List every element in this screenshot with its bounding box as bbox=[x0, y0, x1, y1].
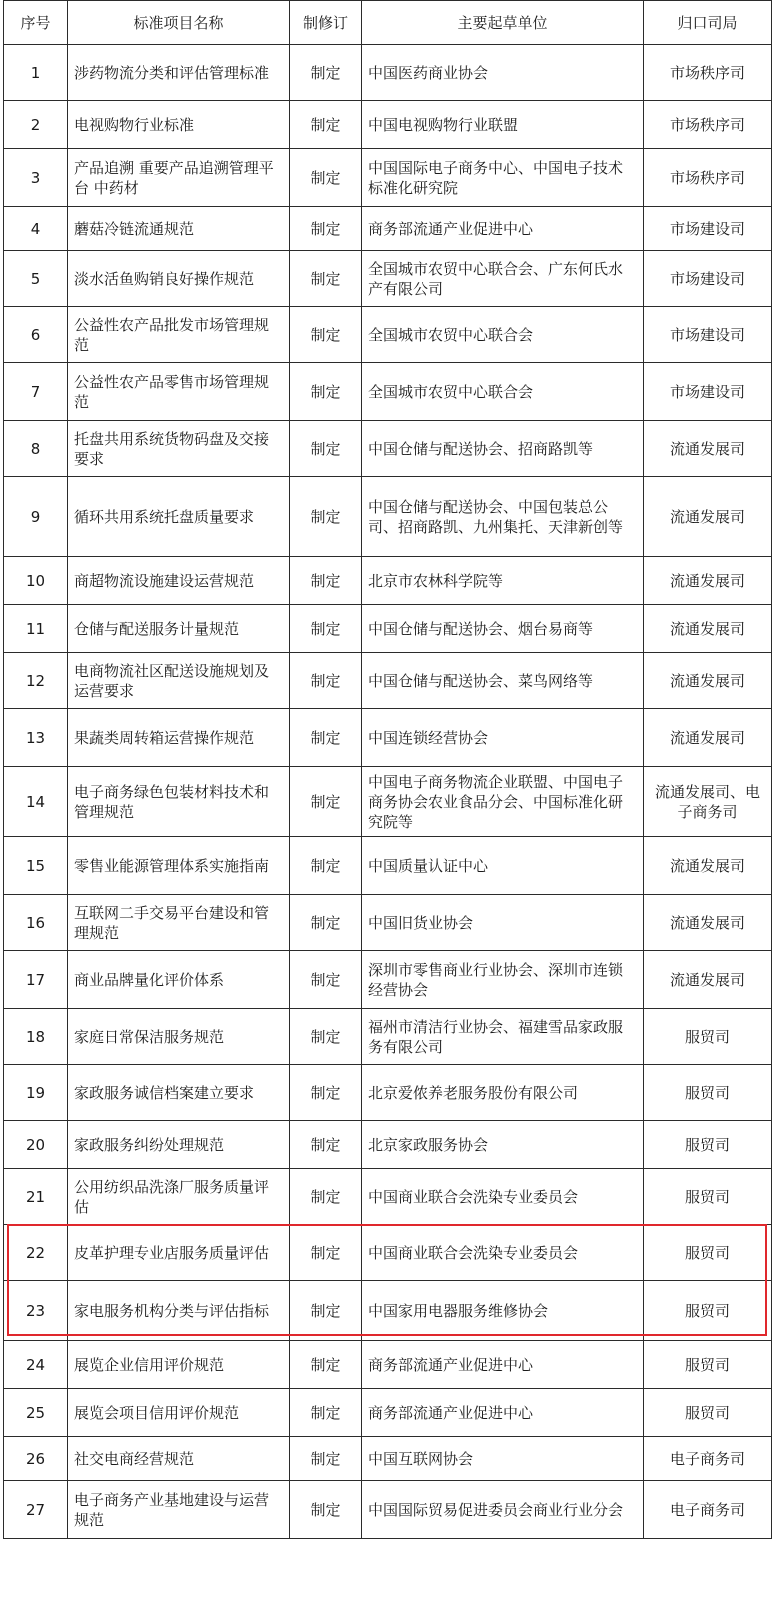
row-drafting-unit: 中国医药商业协会 bbox=[362, 45, 644, 101]
row-project-name: 社交电商经营规范 bbox=[68, 1437, 290, 1481]
row-serial-no: 4 bbox=[4, 207, 68, 251]
row-project-name: 产品追溯 重要产品追溯管理平台 中药材 bbox=[68, 149, 290, 207]
row-drafting-unit: 中国仓储与配送协会、中国包装总公司、招商路凯、九州集托、天津新创等 bbox=[362, 477, 644, 557]
header-revision-type: 制修订 bbox=[290, 1, 362, 45]
row-project-name: 循环共用系统托盘质量要求 bbox=[68, 477, 290, 557]
table-row bbox=[4, 709, 772, 767]
row-serial-no: 12 bbox=[4, 653, 68, 709]
row-drafting-unit: 商务部流通产业促进中心 bbox=[362, 207, 644, 251]
row-drafting-unit: 中国仓储与配送协会、烟台易商等 bbox=[362, 605, 644, 653]
row-drafting-unit: 全国城市农贸中心联合会 bbox=[362, 363, 644, 421]
row-department: 服贸司 bbox=[644, 1281, 772, 1341]
row-drafting-unit: 中国连锁经营协会 bbox=[362, 709, 644, 767]
row-project-name: 托盘共用系统货物码盘及交接要求 bbox=[68, 421, 290, 477]
row-serial-no: 22 bbox=[4, 1225, 68, 1281]
row-drafting-unit: 中国仓储与配送协会、菜鸟网络等 bbox=[362, 653, 644, 709]
row-serial-no: 8 bbox=[4, 421, 68, 477]
row-revision-type: 制定 bbox=[290, 1225, 362, 1281]
row-revision-type: 制定 bbox=[290, 101, 362, 149]
table-row bbox=[4, 1065, 772, 1121]
header-serial-no: 序号 bbox=[4, 1, 68, 45]
table-row bbox=[4, 1225, 772, 1281]
row-project-name: 公用纺织品洗涤厂服务质量评估 bbox=[68, 1169, 290, 1225]
row-project-name: 零售业能源管理体系实施指南 bbox=[68, 837, 290, 895]
row-drafting-unit: 商务部流通产业促进中心 bbox=[362, 1389, 644, 1437]
row-department: 流通发展司 bbox=[644, 477, 772, 557]
table-row bbox=[4, 1169, 772, 1225]
row-serial-no: 26 bbox=[4, 1437, 68, 1481]
row-serial-no: 13 bbox=[4, 709, 68, 767]
row-serial-no: 25 bbox=[4, 1389, 68, 1437]
row-serial-no: 2 bbox=[4, 101, 68, 149]
row-project-name: 皮革护理专业店服务质量评估 bbox=[68, 1225, 290, 1281]
row-serial-no: 1 bbox=[4, 45, 68, 101]
row-revision-type: 制定 bbox=[290, 207, 362, 251]
row-drafting-unit: 中国商业联合会洗染专业委员会 bbox=[362, 1225, 644, 1281]
table-row bbox=[4, 895, 772, 951]
table-row bbox=[4, 1481, 772, 1539]
row-department: 市场建设司 bbox=[644, 251, 772, 307]
row-serial-no: 11 bbox=[4, 605, 68, 653]
row-revision-type: 制定 bbox=[290, 557, 362, 605]
table-row bbox=[4, 653, 772, 709]
table-row bbox=[4, 421, 772, 477]
row-project-name: 家政服务诚信档案建立要求 bbox=[68, 1065, 290, 1121]
table-row bbox=[4, 1341, 772, 1389]
row-revision-type: 制定 bbox=[290, 421, 362, 477]
row-revision-type: 制定 bbox=[290, 767, 362, 837]
table-row bbox=[4, 1389, 772, 1437]
table-row bbox=[4, 477, 772, 557]
row-department: 流通发展司 bbox=[644, 837, 772, 895]
row-project-name: 公益性农产品零售市场管理规范 bbox=[68, 363, 290, 421]
row-department: 服贸司 bbox=[644, 1009, 772, 1065]
row-serial-no: 10 bbox=[4, 557, 68, 605]
row-revision-type: 制定 bbox=[290, 653, 362, 709]
row-revision-type: 制定 bbox=[290, 363, 362, 421]
row-drafting-unit: 北京家政服务协会 bbox=[362, 1121, 644, 1169]
row-project-name: 电商物流社区配送设施规划及运营要求 bbox=[68, 653, 290, 709]
row-department: 流通发展司 bbox=[644, 895, 772, 951]
row-department: 服贸司 bbox=[644, 1341, 772, 1389]
table-header-row bbox=[4, 1, 772, 45]
row-revision-type: 制定 bbox=[290, 1281, 362, 1341]
table-row bbox=[4, 1281, 772, 1341]
row-serial-no: 16 bbox=[4, 895, 68, 951]
row-department: 市场建设司 bbox=[644, 207, 772, 251]
row-serial-no: 5 bbox=[4, 251, 68, 307]
table-row bbox=[4, 557, 772, 605]
row-drafting-unit: 中国家用电器服务维修协会 bbox=[362, 1281, 644, 1341]
standards-table bbox=[3, 0, 772, 1539]
row-revision-type: 制定 bbox=[290, 1009, 362, 1065]
row-serial-no: 18 bbox=[4, 1009, 68, 1065]
row-revision-type: 制定 bbox=[290, 1121, 362, 1169]
table-row bbox=[4, 767, 772, 837]
row-project-name: 仓储与配送服务计量规范 bbox=[68, 605, 290, 653]
row-drafting-unit: 北京爱侬养老服务股份有限公司 bbox=[362, 1065, 644, 1121]
row-department: 流通发展司 bbox=[644, 951, 772, 1009]
row-serial-no: 15 bbox=[4, 837, 68, 895]
row-department: 服贸司 bbox=[644, 1065, 772, 1121]
row-drafting-unit: 全国城市农贸中心联合会 bbox=[362, 307, 644, 363]
row-project-name: 涉药物流分类和评估管理标准 bbox=[68, 45, 290, 101]
table-row bbox=[4, 101, 772, 149]
row-project-name: 淡水活鱼购销良好操作规范 bbox=[68, 251, 290, 307]
row-serial-no: 14 bbox=[4, 767, 68, 837]
row-department: 市场秩序司 bbox=[644, 45, 772, 101]
row-serial-no: 9 bbox=[4, 477, 68, 557]
table-row bbox=[4, 251, 772, 307]
row-revision-type: 制定 bbox=[290, 45, 362, 101]
row-serial-no: 7 bbox=[4, 363, 68, 421]
row-revision-type: 制定 bbox=[290, 951, 362, 1009]
row-drafting-unit: 中国电视购物行业联盟 bbox=[362, 101, 644, 149]
row-department: 市场秩序司 bbox=[644, 101, 772, 149]
row-project-name: 电子商务绿色包装材料技术和管理规范 bbox=[68, 767, 290, 837]
row-drafting-unit: 北京市农林科学院等 bbox=[362, 557, 644, 605]
row-department: 服贸司 bbox=[644, 1121, 772, 1169]
table-body bbox=[4, 45, 772, 1539]
row-drafting-unit: 中国旧货业协会 bbox=[362, 895, 644, 951]
row-revision-type: 制定 bbox=[290, 1481, 362, 1539]
table-row bbox=[4, 951, 772, 1009]
row-serial-no: 19 bbox=[4, 1065, 68, 1121]
table-row bbox=[4, 307, 772, 363]
row-project-name: 商业品牌量化评价体系 bbox=[68, 951, 290, 1009]
row-drafting-unit: 中国国际电子商务中心、中国电子技术标准化研究院 bbox=[362, 149, 644, 207]
row-drafting-unit: 中国电子商务物流企业联盟、中国电子商务协会农业食品分会、中国标准化研究院等 bbox=[362, 767, 644, 837]
row-department: 服贸司 bbox=[644, 1169, 772, 1225]
row-project-name: 展览会项目信用评价规范 bbox=[68, 1389, 290, 1437]
row-project-name: 商超物流设施建设运营规范 bbox=[68, 557, 290, 605]
row-project-name: 家庭日常保洁服务规范 bbox=[68, 1009, 290, 1065]
table-row bbox=[4, 45, 772, 101]
table-row bbox=[4, 605, 772, 653]
row-revision-type: 制定 bbox=[290, 895, 362, 951]
table-row bbox=[4, 363, 772, 421]
row-revision-type: 制定 bbox=[290, 307, 362, 363]
row-department: 电子商务司 bbox=[644, 1437, 772, 1481]
row-department: 流通发展司 bbox=[644, 421, 772, 477]
row-revision-type: 制定 bbox=[290, 1065, 362, 1121]
row-drafting-unit: 中国仓储与配送协会、招商路凯等 bbox=[362, 421, 644, 477]
row-project-name: 果蔬类周转箱运营操作规范 bbox=[68, 709, 290, 767]
row-drafting-unit: 福州市清洁行业协会、福建雪品家政服务有限公司 bbox=[362, 1009, 644, 1065]
row-project-name: 家电服务机构分类与评估指标 bbox=[68, 1281, 290, 1341]
row-serial-no: 17 bbox=[4, 951, 68, 1009]
table-row bbox=[4, 1009, 772, 1065]
row-revision-type: 制定 bbox=[290, 837, 362, 895]
row-revision-type: 制定 bbox=[290, 251, 362, 307]
row-serial-no: 3 bbox=[4, 149, 68, 207]
row-department: 流通发展司 bbox=[644, 557, 772, 605]
row-drafting-unit: 中国商业联合会洗染专业委员会 bbox=[362, 1169, 644, 1225]
row-revision-type: 制定 bbox=[290, 477, 362, 557]
row-revision-type: 制定 bbox=[290, 149, 362, 207]
row-project-name: 展览企业信用评价规范 bbox=[68, 1341, 290, 1389]
row-serial-no: 23 bbox=[4, 1281, 68, 1341]
row-department: 服贸司 bbox=[644, 1389, 772, 1437]
row-project-name: 互联网二手交易平台建设和管理规范 bbox=[68, 895, 290, 951]
row-department: 流通发展司 bbox=[644, 605, 772, 653]
row-department: 电子商务司 bbox=[644, 1481, 772, 1539]
table-row bbox=[4, 1121, 772, 1169]
row-drafting-unit: 深圳市零售商业行业协会、深圳市连锁经营协会 bbox=[362, 951, 644, 1009]
row-department: 流通发展司 bbox=[644, 653, 772, 709]
row-project-name: 电视购物行业标准 bbox=[68, 101, 290, 149]
row-department: 市场秩序司 bbox=[644, 149, 772, 207]
row-drafting-unit: 中国质量认证中心 bbox=[362, 837, 644, 895]
table-row bbox=[4, 149, 772, 207]
row-department: 流通发展司 bbox=[644, 709, 772, 767]
row-department: 市场建设司 bbox=[644, 307, 772, 363]
row-revision-type: 制定 bbox=[290, 1389, 362, 1437]
row-serial-no: 21 bbox=[4, 1169, 68, 1225]
row-serial-no: 20 bbox=[4, 1121, 68, 1169]
row-drafting-unit: 中国国际贸易促进委员会商业行业分会 bbox=[362, 1481, 644, 1539]
row-department: 流通发展司、电子商务司 bbox=[644, 767, 772, 837]
row-department: 市场建设司 bbox=[644, 363, 772, 421]
row-project-name: 家政服务纠纷处理规范 bbox=[68, 1121, 290, 1169]
row-drafting-unit: 商务部流通产业促进中心 bbox=[362, 1341, 644, 1389]
header-department: 归口司局 bbox=[644, 1, 772, 45]
header-project-name: 标准项目名称 bbox=[68, 1, 290, 45]
row-serial-no: 24 bbox=[4, 1341, 68, 1389]
row-revision-type: 制定 bbox=[290, 1341, 362, 1389]
table-row bbox=[4, 207, 772, 251]
row-revision-type: 制定 bbox=[290, 709, 362, 767]
row-project-name: 公益性农产品批发市场管理规范 bbox=[68, 307, 290, 363]
row-revision-type: 制定 bbox=[290, 1437, 362, 1481]
table-row bbox=[4, 837, 772, 895]
row-project-name: 电子商务产业基地建设与运营规范 bbox=[68, 1481, 290, 1539]
row-revision-type: 制定 bbox=[290, 605, 362, 653]
table-row bbox=[4, 1437, 772, 1481]
row-department: 服贸司 bbox=[644, 1225, 772, 1281]
row-drafting-unit: 中国互联网协会 bbox=[362, 1437, 644, 1481]
row-serial-no: 27 bbox=[4, 1481, 68, 1539]
row-serial-no: 6 bbox=[4, 307, 68, 363]
header-drafting-unit: 主要起草单位 bbox=[362, 1, 644, 45]
row-drafting-unit: 全国城市农贸中心联合会、广东何氏水产有限公司 bbox=[362, 251, 644, 307]
row-revision-type: 制定 bbox=[290, 1169, 362, 1225]
row-project-name: 蘑菇冷链流通规范 bbox=[68, 207, 290, 251]
